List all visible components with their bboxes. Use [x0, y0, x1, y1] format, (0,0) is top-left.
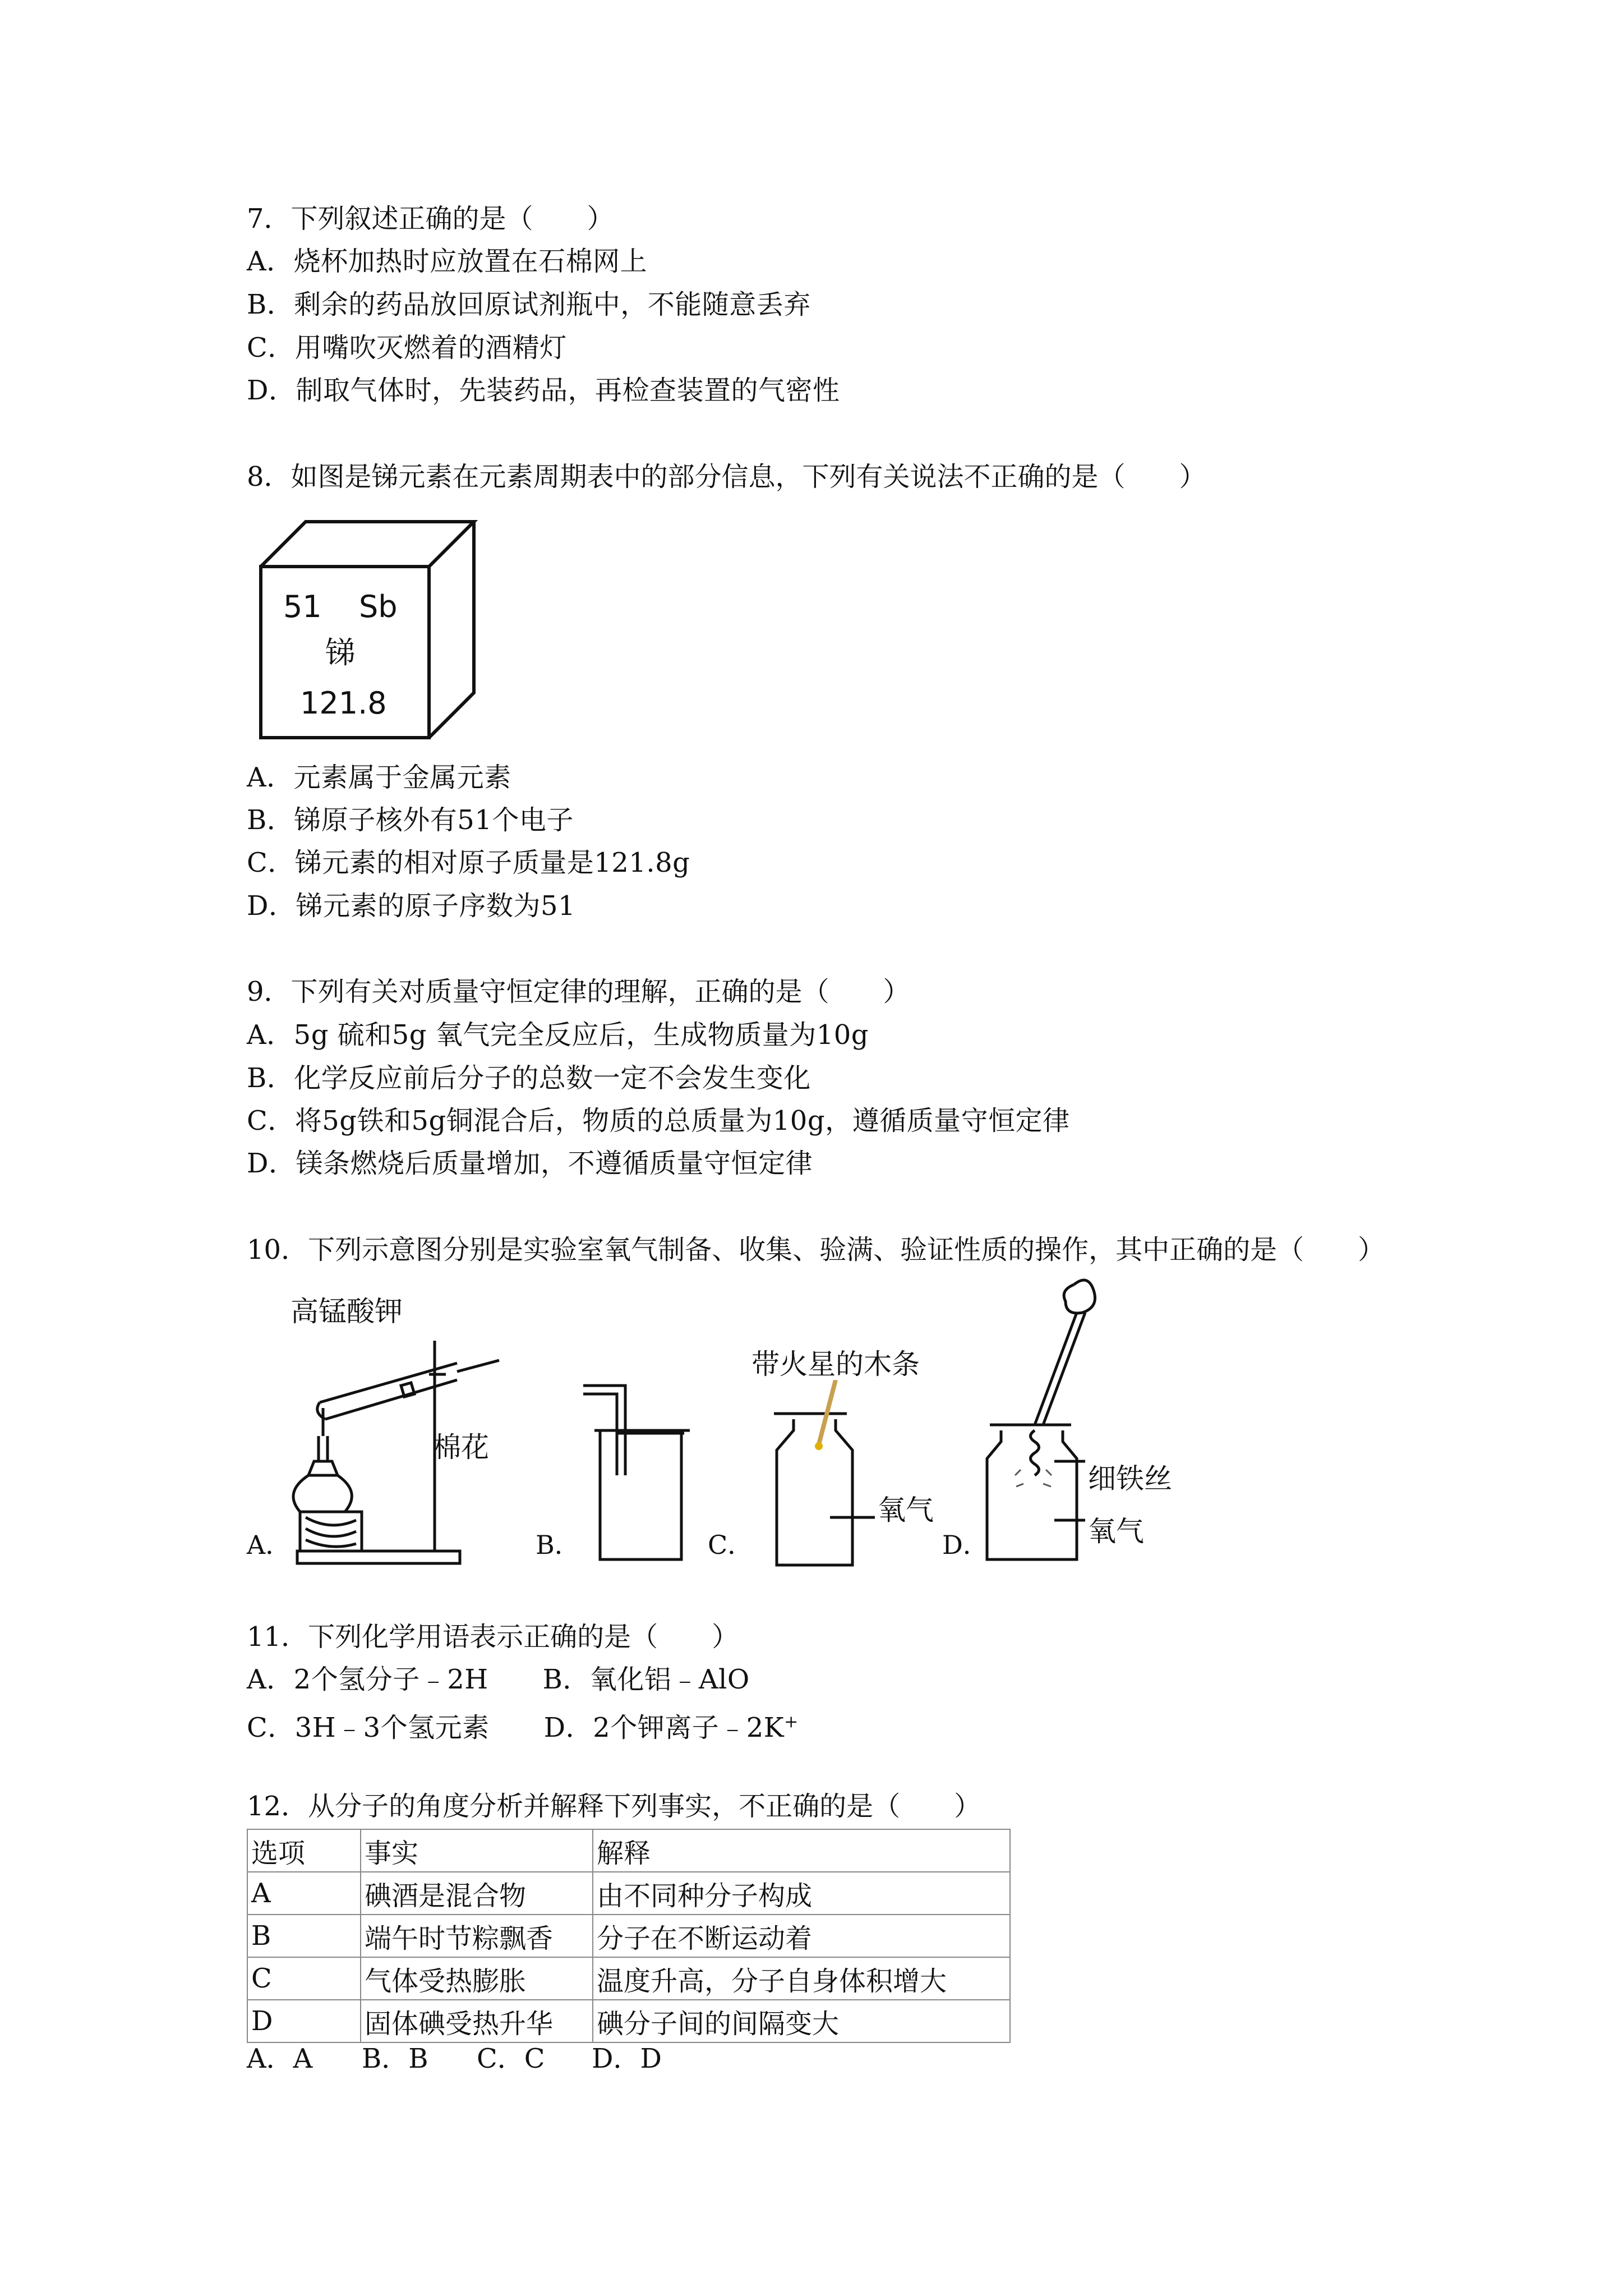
wood-grain: [306, 1517, 356, 1547]
q11-options-row1: A．2个氢分子﹣2H B．氧化铝﹣AlO: [247, 1664, 750, 1695]
lamp-body: [293, 1475, 352, 1512]
q12-choice-d: D．D: [592, 2043, 662, 2074]
cube-top-face: [261, 522, 474, 567]
table-header-cell: 事实: [361, 1829, 593, 1872]
table-cell: B: [247, 1915, 361, 1957]
element-name: 锑: [325, 635, 356, 670]
q10-figure-a-label-cotton: 棉花: [433, 1431, 489, 1464]
element-cube-figure: [247, 510, 505, 746]
table-cell: 碘酒是混合物: [361, 1872, 593, 1915]
q8-option-c: C．锑元素的相对原子质量是121.8g: [247, 847, 690, 878]
q11-options-row2: [247, 1705, 799, 1745]
q12-table: [247, 1829, 1011, 2043]
q12-choice-a: A．A: [247, 2043, 313, 2074]
q7-option-b: B．剩余的药品放回原试剂瓶中，不能随意丢弃: [247, 289, 811, 320]
q9-option-d: D．镁条燃烧后质量增加，不遵循质量守恒定律: [247, 1148, 813, 1179]
q12-choice-b: B．B: [362, 2043, 428, 2074]
q11-stem: 11．下列化学用语表示正确的是（ ）: [247, 1621, 739, 1653]
q9-option-a: A．5g 硫和5g 氧气完全反应后，生成物质量为10g: [247, 1019, 869, 1051]
table-cell: C: [247, 1957, 361, 2000]
table-row: [247, 1957, 1010, 2000]
table-header-cell: 解释: [593, 1829, 1010, 1872]
table-cell: 固体碘受热升华: [361, 2000, 593, 2042]
q8-stem: 8．如图是锑元素在元素周期表中的部分信息，下列有关说法不正确的是（ ）: [247, 461, 1206, 493]
q10-figure-b-letter: B．: [536, 1530, 580, 1560]
q10-figure-a-apparatus: [286, 1324, 522, 1571]
test-tube-bottom: [325, 1380, 457, 1419]
glowing-tip: [815, 1442, 823, 1450]
element-number: 51: [283, 589, 322, 624]
table-cell: 端午时节粽飘香: [361, 1915, 593, 1957]
iron-wire-coil: [1031, 1430, 1039, 1475]
cube-side-face: [429, 522, 474, 738]
tongs-hand: [1064, 1280, 1095, 1313]
q9-option-c: C．将5g铁和5g铜混合后，物质的总质量为10g，遵循质量守恒定律: [247, 1105, 1070, 1137]
stand-base: [297, 1551, 460, 1563]
q8-option-d: D．锑元素的原子序数为51: [247, 890, 576, 922]
cotton-plug: [401, 1383, 414, 1397]
q10-stem: 10．下列示意图分别是实验室氧气制备、收集、验满、验证性质的操作，其中正确的是（ ）: [247, 1234, 1385, 1266]
q7-stem: 7．下列叙述正确的是（ ）: [247, 203, 614, 234]
table-cell: 碘分子间的间隔变大: [593, 2000, 1010, 2042]
q7-option-d: D．制取气体时，先装药品，再检查装置的气密性: [247, 375, 840, 406]
q10-figure-c-letter: C．: [708, 1530, 754, 1560]
element-mass: 121.8: [300, 685, 387, 721]
lamp-neck: [308, 1461, 338, 1475]
bottle-body: [600, 1430, 681, 1559]
bottle-body: [987, 1430, 1077, 1559]
q12-choice-c: C．C: [477, 2043, 545, 2074]
table-row: [247, 1872, 1010, 1915]
bottle-body: [777, 1419, 852, 1565]
table-cell: 气体受热膨胀: [361, 1957, 593, 2000]
tongs-arm-2: [1043, 1313, 1085, 1425]
q10-figure-c-apparatus: [763, 1380, 897, 1571]
q11-options-row2-text: C．3H﹣3个氢元素 D．2个钾离子﹣2K: [247, 1712, 785, 1743]
q10-figure-c-label-splint: 带火星的木条: [751, 1348, 920, 1381]
table-row: [247, 1915, 1010, 1957]
q9-stem: 9．下列有关对质量守恒定律的理解，正确的是（ ）: [247, 976, 910, 1007]
table-row: [247, 2000, 1010, 2042]
tongs-arm-1: [1035, 1313, 1077, 1425]
q12-stem: 12．从分子的角度分析并解释下列事实，不正确的是（ ）: [247, 1791, 981, 1822]
q9-option-b: B．化学反应前后分子的总数一定不会发生变化: [247, 1062, 811, 1094]
q10-figure-d-label-oxygen: 氧气: [1088, 1515, 1144, 1548]
table-cell: 分子在不断运动着: [593, 1915, 1010, 1957]
table-cell: 由不同种分子构成: [593, 1872, 1010, 1915]
delivery-tube: [457, 1360, 499, 1372]
table-cell: 温度升高，分子自身体积增大: [593, 1957, 1010, 2000]
table-header-row: [247, 1829, 1010, 1872]
q7-option-c: C．用嘴吹灭燃着的酒精灯: [247, 332, 567, 364]
q10-figure-d-letter: D．: [942, 1530, 989, 1560]
q8-option-b: B．锑原子核外有51个电子: [247, 804, 574, 836]
table-cell: A: [247, 1872, 361, 1915]
q10-figure-c-label-oxygen: 氧气: [878, 1494, 934, 1526]
table-header-cell: 选项: [247, 1829, 361, 1872]
test-tube-top: [320, 1363, 457, 1402]
q10-figure-a-label-reagent: 高锰酸钾: [291, 1295, 403, 1328]
q11-charge-superscript: +: [784, 1712, 799, 1732]
q10-figure-d-apparatus: [981, 1273, 1116, 1565]
q10-figure-a-letter: A．: [247, 1530, 292, 1560]
q8-option-a: A．元素属于金属元素: [247, 762, 511, 793]
q10-figure-d-label-wire: 细铁丝: [1088, 1462, 1172, 1495]
table-cell: D: [247, 2000, 361, 2042]
q10-figure-b-apparatus: [578, 1369, 707, 1571]
element-symbol: Sb: [359, 589, 398, 624]
q7-option-a: A．烧杯加热时应放置在石棉网上: [247, 246, 648, 277]
